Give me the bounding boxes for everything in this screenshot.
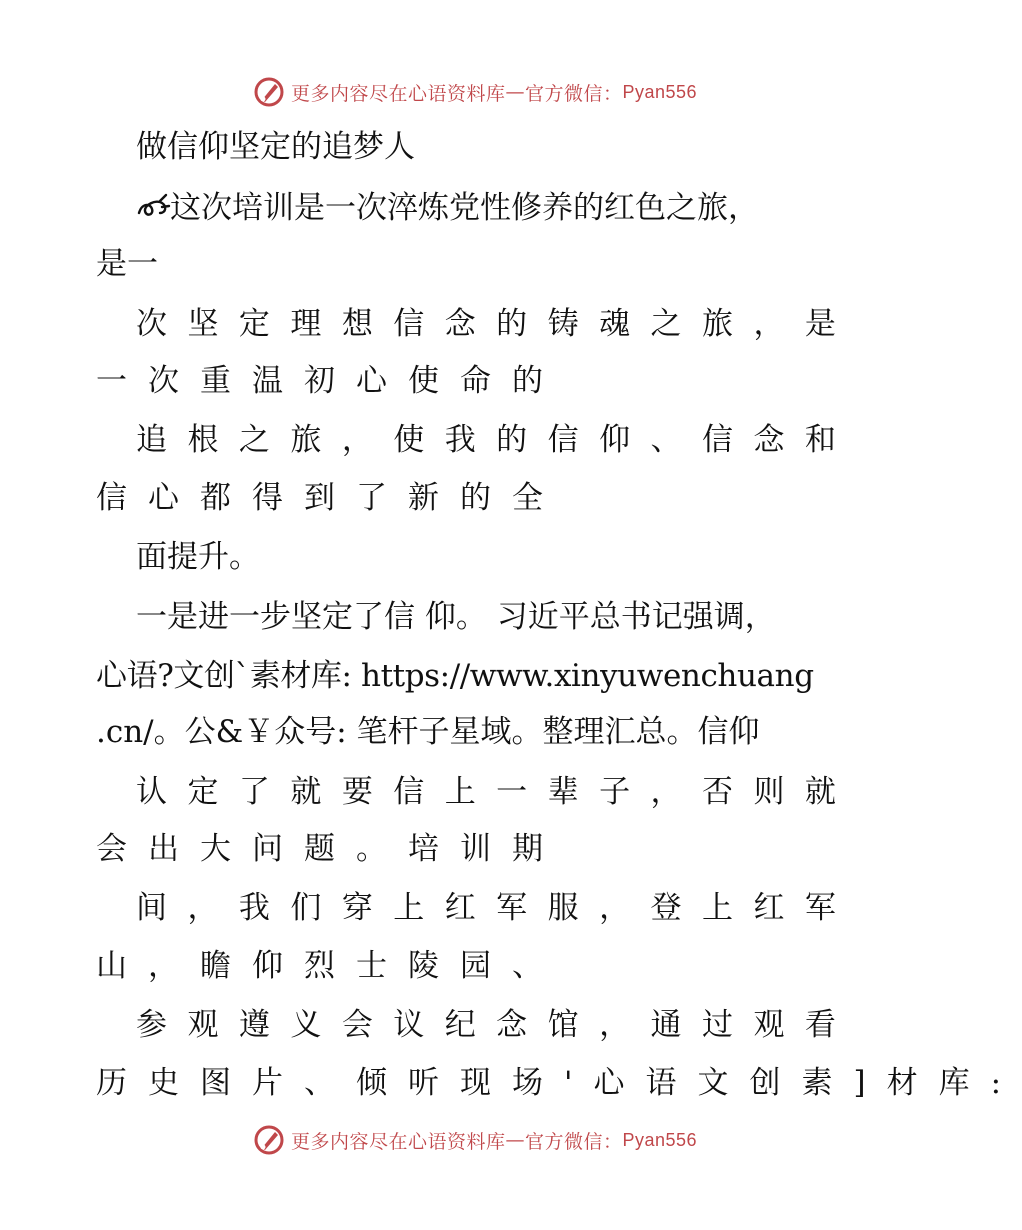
text-char: 红 [753, 890, 785, 926]
text-char: 一 [496, 774, 528, 810]
text-char: 的 [496, 306, 528, 342]
text-char: ， [148, 948, 179, 984]
text-char: 次 [148, 363, 179, 399]
pen-logo-icon [253, 1124, 285, 1156]
text-char: 观 [187, 1007, 219, 1043]
text-char: 新 [408, 480, 439, 516]
text-char: 片 [252, 1065, 283, 1101]
text-char: 园 [460, 948, 491, 984]
text-char: 会 [96, 831, 127, 867]
text-char: 初 [304, 363, 335, 399]
text-char: 了 [238, 774, 270, 810]
text-char: 旅 [290, 422, 322, 458]
text-char: 理 [290, 306, 322, 342]
text-char: 认 [136, 774, 167, 810]
text-char: 信 [96, 480, 127, 516]
text-char: 登 [650, 890, 682, 926]
text-char: 的 [496, 422, 528, 458]
paragraph-line [96, 944, 866, 988]
text-char: ' [564, 1065, 573, 1101]
banner-brand: 更多内容尽在心语资料库 [290, 82, 506, 105]
text-char: 之 [650, 306, 682, 342]
footer-watermark-banner [0, 1120, 950, 1160]
text-char: 过 [701, 1007, 733, 1043]
text-char: 定 [187, 774, 219, 810]
text-char: 温 [252, 363, 283, 399]
text-char: 想 [341, 306, 373, 342]
banner-wechat-id: Pyan556 [622, 81, 698, 102]
text-char: 就 [290, 774, 322, 810]
text-char: 追 [136, 422, 167, 458]
text-char: 信 [701, 422, 733, 458]
text-char: ， [187, 890, 219, 926]
text-char: 参 [136, 1007, 167, 1043]
text-char: 纪 [444, 1007, 476, 1043]
text-char: 红 [444, 890, 476, 926]
text-char: 是 [804, 306, 836, 342]
text-char: 我 [444, 422, 476, 458]
text-char: 念 [753, 422, 785, 458]
text-char: 们 [290, 890, 322, 926]
banner-brand: 更多内容尽在心语资料库 [290, 1130, 506, 1153]
text-char: 题 [304, 831, 335, 867]
text-char: 出 [148, 831, 179, 867]
text-char: 就 [804, 774, 836, 810]
text-char: 否 [701, 774, 733, 810]
text-char: 义 [290, 1007, 322, 1043]
text-char: 使 [408, 363, 439, 399]
text-char: 之 [238, 422, 270, 458]
paragraph-line: 心语?文创`素材库: https://www.xinyuwenchuang [96, 658, 814, 694]
paragraph-line [136, 1003, 836, 1047]
text-char: 重 [200, 363, 231, 399]
text-char: 穿 [341, 890, 373, 926]
text-char: 图 [200, 1065, 231, 1101]
text-char: 。 [356, 831, 387, 867]
text-char: 看 [804, 1007, 836, 1043]
text-char: 坚 [187, 306, 219, 342]
text-char: 魂 [599, 306, 631, 342]
text-char: ， [650, 774, 682, 810]
text-char: 心 [148, 480, 179, 516]
paragraph-line [96, 827, 866, 871]
paragraph-line: 面提升。 [136, 539, 260, 575]
text-char: 铸 [547, 306, 579, 342]
text-char: 要 [341, 774, 373, 810]
text-char: 倾 [356, 1065, 387, 1101]
text-char: 念 [496, 1007, 528, 1043]
text-char: 训 [460, 831, 491, 867]
text-char: ， [599, 890, 631, 926]
text-char: ] [853, 1065, 866, 1101]
text-char: 上 [701, 890, 733, 926]
text-char: 全 [512, 480, 543, 516]
text-char: ， [599, 1007, 631, 1043]
text-char: 听 [408, 1065, 439, 1101]
text-char: 间 [136, 890, 167, 926]
text-char: 军 [496, 890, 528, 926]
text-char: 则 [753, 774, 785, 810]
banner-dash: — [505, 1129, 525, 1151]
text-char: 我 [238, 890, 270, 926]
paragraph-line [136, 770, 836, 814]
text-char: 文 [697, 1065, 729, 1101]
text-char: 信 [547, 422, 579, 458]
text-char: 素 [801, 1065, 833, 1101]
paragraph-line [136, 886, 836, 930]
text-char: 、 [304, 1065, 335, 1101]
text-char: 大 [200, 831, 231, 867]
text-char: 材 [886, 1065, 918, 1101]
text-char: ， [341, 422, 373, 458]
text-char: 山 [96, 948, 127, 984]
paragraph-line [136, 186, 836, 230]
text-char: 、 [512, 948, 543, 984]
text-char: 馆 [547, 1007, 579, 1043]
paragraph-line: .cn/。公&￥众号: 笔杆子星域。整理汇总。信仰 [96, 714, 760, 750]
text-char: 根 [187, 422, 219, 458]
text-char: 仰 [252, 948, 283, 984]
paragraph-line [96, 476, 866, 520]
text-char: 子 [599, 774, 631, 810]
decorative-flourish-icon [136, 191, 170, 221]
text-char: 得 [252, 480, 283, 516]
paragraph-line: 是一 [96, 246, 158, 282]
text-char: 语 [645, 1065, 677, 1101]
text-char: 通 [650, 1007, 682, 1043]
text-char: 瞻 [200, 948, 231, 984]
text-char: 观 [753, 1007, 785, 1043]
text-char: 军 [804, 890, 836, 926]
text-char: 史 [148, 1065, 179, 1101]
banner-dash: — [505, 81, 525, 103]
text-char: 命 [460, 363, 491, 399]
text-char: ， [753, 306, 785, 342]
text-char: 信 [393, 306, 425, 342]
text-char: 上 [444, 774, 476, 810]
banner-official: 官方微信： [524, 1130, 623, 1153]
paragraph-line [136, 302, 836, 346]
paragraph-line [96, 359, 866, 403]
text-char: 了 [356, 480, 387, 516]
paragraph-line [96, 1061, 1002, 1105]
text-char: 和 [804, 422, 836, 458]
text-char: 念 [444, 306, 476, 342]
paragraph-line: 一是进一步坚定了信 仰。 习近平总书记强调， [136, 599, 776, 635]
text-char: 仰 [599, 422, 631, 458]
text-char: 议 [393, 1007, 425, 1043]
text-char: 上 [393, 890, 425, 926]
text-char: 旅 [701, 306, 733, 342]
text-char: 到 [304, 480, 335, 516]
text-char: 的 [460, 480, 491, 516]
text-char: 陵 [408, 948, 439, 984]
text-char: 一 [96, 363, 127, 399]
text-char: 辈 [547, 774, 579, 810]
text-char: 遵 [238, 1007, 270, 1043]
text-char: 场 [512, 1065, 543, 1101]
text-char: 库 [938, 1065, 970, 1101]
document-title: 做信仰坚定的追梦人 [136, 129, 415, 165]
text-char: 创 [749, 1065, 781, 1101]
text-char: 的 [512, 363, 543, 399]
banner-official: 官方微信： [524, 82, 623, 105]
text-char: 烈 [304, 948, 335, 984]
text-char: 现 [460, 1065, 491, 1101]
paragraph-line [136, 418, 836, 462]
text-char: 期 [512, 831, 543, 867]
text-char: 使 [393, 422, 425, 458]
text-char: 服 [547, 890, 579, 926]
banner-wechat-id: Pyan556 [622, 1129, 698, 1150]
text-char: 定 [238, 306, 270, 342]
text-char: 历 [96, 1065, 127, 1101]
text-char: : [990, 1065, 1002, 1101]
text-char: 会 [341, 1007, 373, 1043]
text-char: 心 [593, 1065, 625, 1101]
text-char: 问 [252, 831, 283, 867]
text-char: 心 [356, 363, 387, 399]
text-char: 次 [136, 306, 167, 342]
text-char: 、 [650, 422, 682, 458]
paragraph-text: 这次培训是一次淬炼党性修养的红色之旅， [170, 190, 759, 226]
text-char: 培 [408, 831, 439, 867]
text-char: 信 [393, 774, 425, 810]
text-char: 都 [200, 480, 231, 516]
text-char: 士 [356, 948, 387, 984]
